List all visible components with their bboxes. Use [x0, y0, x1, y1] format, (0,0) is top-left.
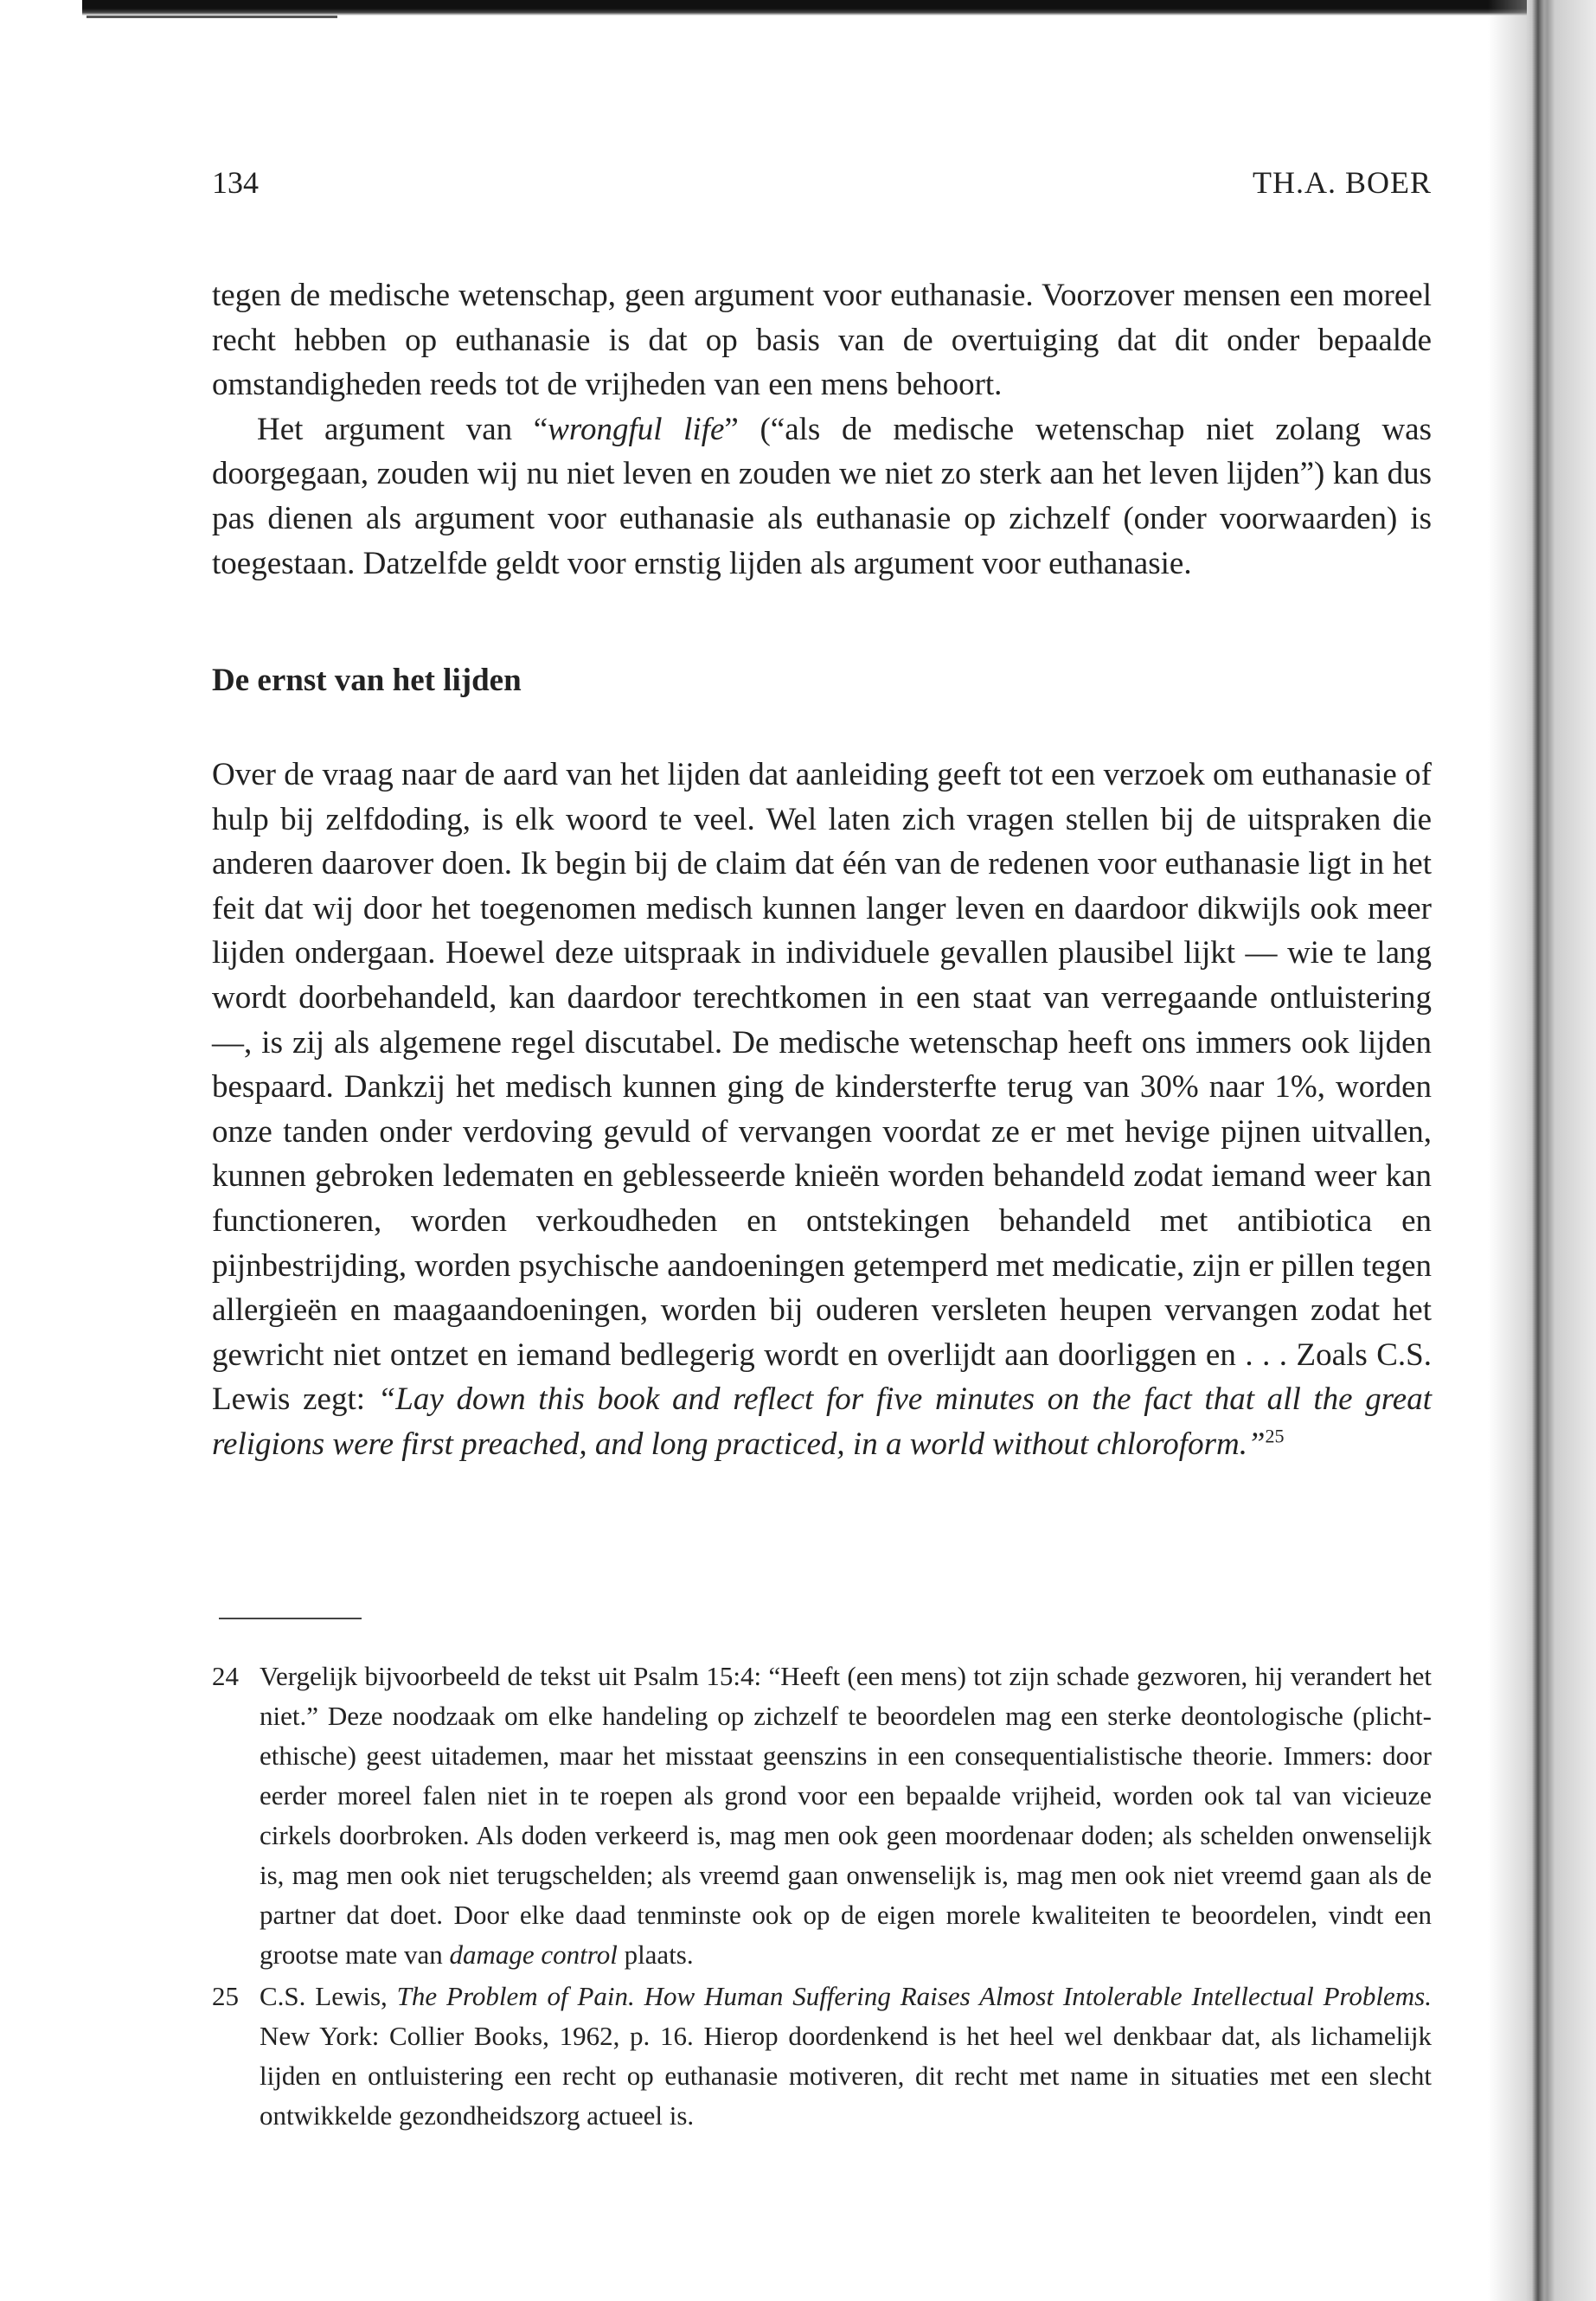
book-page	[212, 164, 1433, 2131]
lewis-quote: “Lay down this book and reflect for five minutes on the fact that all the great religions were first preached, and long practiced, in a world without chloroform.”	[212, 1381, 1433, 1462]
intro-paragraph-2-start: Het argument van “	[257, 411, 548, 447]
section-paragraph-text: Over de vraag naar de aard van het lijden dat aanleiding geeft tot een verzoek om euthanasie of hulp bij zelfdoding, is elk woord te veel. Wel laten zich vragen stellen bij de uitspraken die anderen daarover doen. Ik begin bij de claim dat één van de redenen voor euthanasie ligt in het feit dat wij door het toegenomen medisch kunnen langer leven en daardoor dikwijls ook meer lijden ondergaan. Hoewel deze uitspraak in individuele gevallen plausibel lijkt — wie te lang wordt doorbehandeld, kan daardoor terechtkomen in een staat van verregaande ontluistering —, is zij als algemene regel discutabel. De medische wetenschap heeft ons immers ook lijden bespaard. Dankzij het medisch kunnen ging de kindersterfte terug van 30% naar 1%, worden onze tanden onder verdoving gevuld of vervangen voordat ze er met hevige pijnen uitvallen, kunnen gebroken ledematen en geblesseerde knieën worden behandeld zodat iemand weer kan functioneren, worden verkoudheden en ontstekingen behandeld met antibiotica en pijnbestrijding, worden psychische aandoeningen getemperd met medicatie, zijn er pillen tegen allergieën en maagaandoeningen, worden bij ouderen versleten heupen vervangen zodat het gewricht niet ontzet en iemand bedlegerig wordt en overlijdt aan doorliggen en . . . Zoals C.S. Lewis zegt:	[212, 757, 1432, 1418]
footnote-24	[212, 1657, 1432, 1975]
footnote-25	[212, 1977, 1432, 2136]
section-body	[212, 753, 1432, 1467]
page-number: 134	[212, 165, 259, 200]
intro-paragraph-2	[212, 407, 1432, 586]
footnote-ref-25[interactable]: 25	[1265, 1425, 1285, 1447]
scan-top-edge	[82, 0, 1527, 16]
footnote-text-end: plaats.	[617, 1939, 694, 1970]
running-head	[212, 164, 1432, 216]
footnote-divider	[219, 1618, 362, 1619]
footnote-text: Vergelijk bijvoorbeeld de tekst uit Psalm 15:4: “Heeft (een mens) tot zijn schade gezworen, hij verandert het niet.” Deze noodzaak om elke handeling op zichzelf te beoordelen mag een sterke deontologische (plicht-ethische) geest uitademen, maar het misstaat geenszins in een consequentialistische theorie. Immers: door eerder moreel falen niet in te roepen als grond voor een bepaalde vrijheid, worden ook tal van vicieuze cirkels doorbroken. Als doden verkeerd is, mag men ook geen moordenaar doden; als schelden onwenselijk is, mag men ook niet terugschelden; als vreemd gaan onwenselijk is, mag men ook niet vreemd gaan als de partner dat doet. Door elke daad tenminste ook op de eigen morele kwaliteiten te beoordelen, vindt een grootse mate van	[260, 1661, 1432, 1970]
footnote-text: C.S. Lewis,	[260, 1981, 397, 2011]
footnote-italic: damage control	[449, 1939, 618, 1970]
wrongful-life-term: wrongful life	[548, 411, 725, 447]
section-paragraph	[212, 753, 1432, 1467]
footnote-text-end: New York: Collier Books, 1962, p. 16. Hierop doordenkend is het heel wel denkbaar dat, als lichamelijk lijden en ontluistering een recht op euthanasie motiveren, dit recht met name in situaties met een slecht ontwikkelde gezondheidszorg actueel is.	[260, 2021, 1432, 2131]
book-binding-fold	[1532, 0, 1544, 2301]
footnote-book-title: The Problem of Pain. How Human Suffering Raises Almost Intolerable Intellectual Problems.	[396, 1981, 1432, 2011]
footnote-number: 25	[212, 1981, 239, 2011]
section-heading: De ernst van het lijden	[212, 663, 522, 698]
intro-paragraph-2-end: ” (“als de medische wetenschap niet zolang was doorgegaan, zouden wij nu niet leven en zouden we niet zo sterk aan het leven lijden”) kan dus pas dienen als argument voor euthanasie als euthanasie op zichzelf (onder voorwaarden) is toegestaan. Datzelfde geldt voor ernstig lijden als argument voor euthanasie.	[212, 411, 1433, 581]
scan-top-line	[87, 16, 337, 18]
footnotes	[212, 1657, 1432, 2136]
intro-block	[212, 273, 1432, 586]
footnote-number: 24	[212, 1661, 239, 1691]
intro-paragraph-1: tegen de medische wetenschap, geen argument voor euthanasie. Voorzover mensen een moreel recht hebben op euthanasie is dat op basis van de overtuiging dat dit onder bepaalde omstandigheden reeds tot de vrijheden van een mens behoort.	[212, 278, 1432, 403]
running-title: TH.A. BOER	[1253, 165, 1432, 200]
